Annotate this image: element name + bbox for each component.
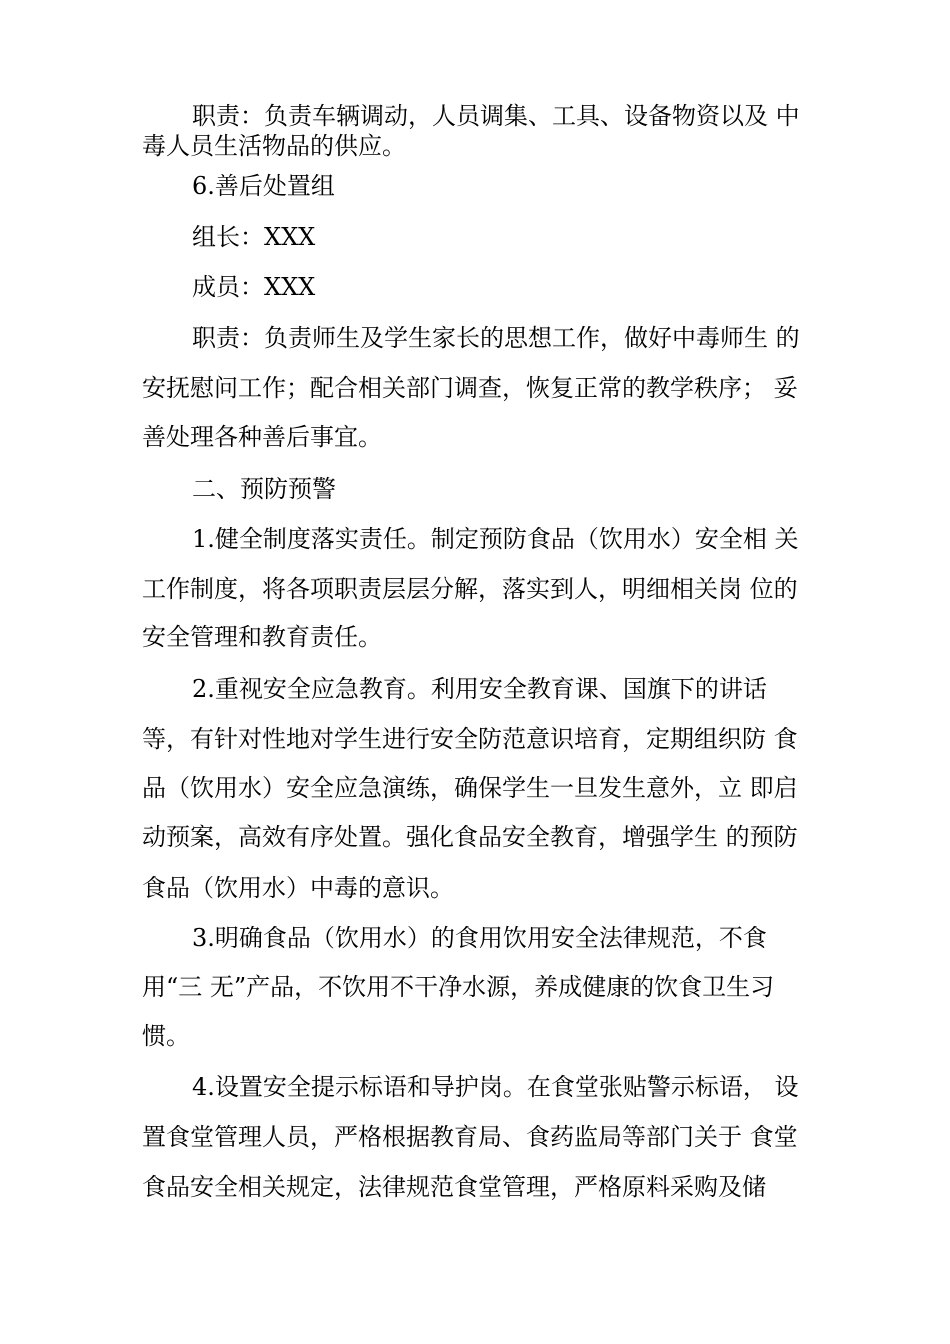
text-line: 安抚慰问工作；配合相关部门调查，恢复正常的教学秩序； 妥 [142,374,798,402]
text-line: 工作制度，将各项职责层层分解，落实到人，明细相关岗 位的 [142,575,798,603]
text-line: 2.重视安全应急教育。利用安全教育课、国旗下的讲话 [192,675,767,703]
text-line: 用“三 无”产品，不饮用不干净水源，养成健康的饮食卫生习 [142,973,775,1001]
text-line: 等，有针对性地对学生进行安全防范意识培育，定期组织防 食 [142,725,798,753]
text-line: 善处理各种善后事宜。 [142,423,382,451]
section-heading: 二、预防预警 [192,475,336,503]
text-line: 品（饮用水）安全应急演练，确保学生一旦发生意外，立 即启 [142,774,798,802]
text-line: 职责：负责车辆调动，人员调集、工具、设备物资以及 中 [192,102,800,130]
text-line: 置食堂管理人员，严格根据教育局、食药监局等部门关于 食堂 [142,1123,798,1151]
text-line: 成员：XXX [192,273,316,301]
text-line: 动预案，高效有序处置。强化食品安全教育，增强学生 的预防 [142,823,798,851]
text-line: 1.健全制度落实责任。制定预防食品（饮用水）安全相 关 [192,525,799,553]
text-line: 3.明确食品（饮用水）的食用饮用安全法律规范，不食 [192,924,767,952]
text-line: 食品安全相关规定，法律规范食堂管理，严格原料采购及储 [142,1173,766,1201]
text-line: 食品（饮用水）中毒的意识。 [142,874,454,902]
text-line: 职责：负责师生及学生家长的思想工作，做好中毒师生 的 [192,324,800,352]
text-line: 安全管理和教育责任。 [142,623,382,651]
text-line: 4.设置安全提示标语和导护岗。在食堂张贴警示标语， 设 [192,1073,799,1101]
text-line: 组长：XXX [192,223,316,251]
text-line: 毒人员生活物品的供应。 [142,132,406,160]
text-line: 惯。 [142,1022,190,1050]
section-heading: 6.善后处置组 [192,172,335,200]
